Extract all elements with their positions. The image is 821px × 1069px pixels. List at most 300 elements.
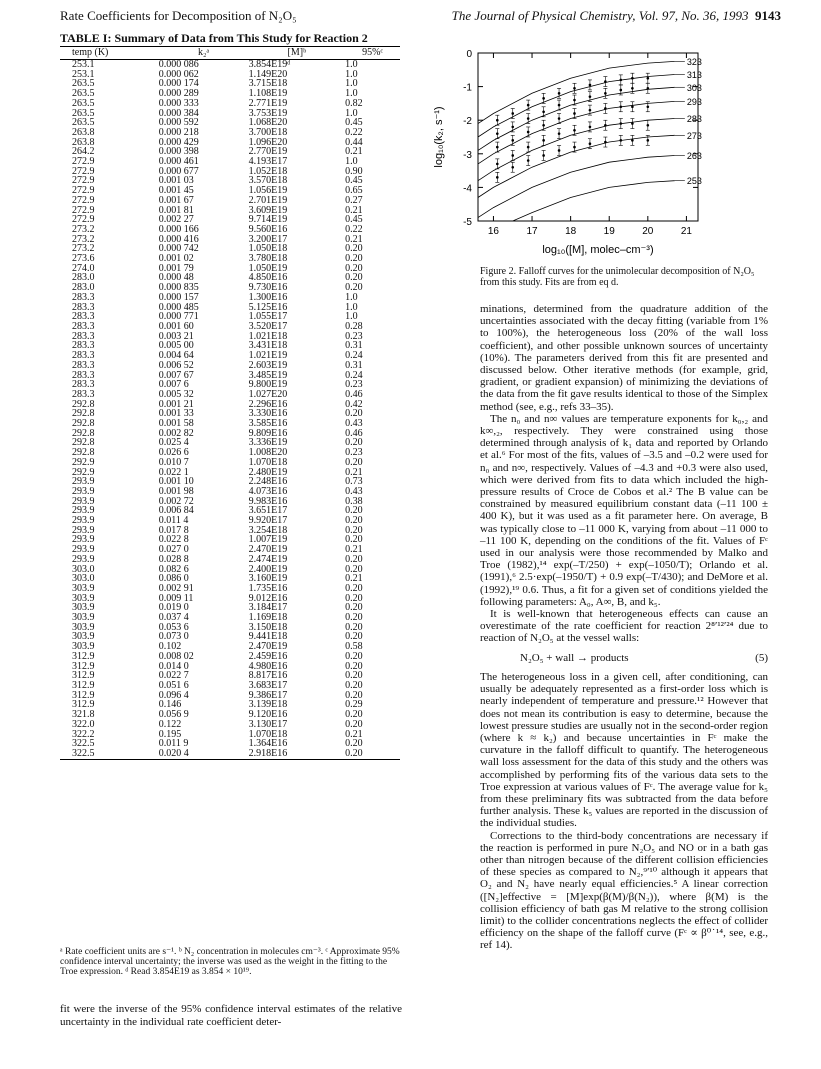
cell-confidence: 0.20 xyxy=(345,670,363,682)
cell-k2: 0.025 4 xyxy=(158,437,189,449)
cell-m: 1.364E16 xyxy=(248,738,288,750)
cell-confidence: 0.20 xyxy=(345,505,363,517)
data-point xyxy=(496,132,499,135)
cell-confidence: 0.65 xyxy=(345,185,363,197)
curve-label: 323 xyxy=(686,56,702,67)
cell-confidence: 0.29 xyxy=(345,699,363,711)
cell-confidence: 0.45 xyxy=(345,117,363,129)
cell-m: 1.050E18 xyxy=(248,243,288,255)
data-point xyxy=(647,105,650,108)
cell-m: 1.056E19 xyxy=(248,185,288,197)
cell-m: 1.021E19 xyxy=(248,350,288,362)
cell-m: 3.520E17 xyxy=(248,320,288,332)
cell-k2: 0.011 9 xyxy=(158,738,189,750)
cell-m: 1.050E19 xyxy=(248,262,288,274)
cell-m: 3.585E16 xyxy=(248,418,288,430)
data-point xyxy=(589,109,592,112)
x-tick-label: 19 xyxy=(603,226,615,237)
table-footnotes: ᵃ Rate coefficient units are s⁻¹. ᵇ N₂ concentration in molecules cm⁻³. ᶜ Approximate 95% confidence interval uncertainty; the inverse was used as the weight in the fitting to the Troe expression. ᵈ Read 3.854E19 as 3.854 × 10¹⁹. xyxy=(60,947,400,977)
cell-k2: 0.000 48 xyxy=(158,272,194,284)
cell-temp: 283.3 xyxy=(72,311,95,323)
cell-temp: 263.5 xyxy=(72,78,95,90)
cell-confidence: 0.20 xyxy=(345,718,363,730)
cell-confidence: 0.21 xyxy=(345,146,363,158)
cell-confidence: 0.31 xyxy=(345,340,363,352)
cell-temp: 283.3 xyxy=(72,291,95,303)
x-tick-label: 21 xyxy=(680,226,692,237)
cell-temp: 273.2 xyxy=(72,233,95,245)
cell-temp: 312.9 xyxy=(72,699,95,711)
cell-m: 1.027E20 xyxy=(248,388,288,400)
paragraph: It is well-known that heterogeneous effects can cause an overestimate of the rate coefficient for reaction 2⁸ʹ¹²ʹ²⁴ due to reaction of N₂O₅ at the vessel walls: xyxy=(480,608,768,645)
cell-temp: 292.9 xyxy=(72,466,95,478)
cell-confidence: 0.20 xyxy=(345,456,363,468)
data-point xyxy=(542,97,545,100)
cell-k2: 0.000 384 xyxy=(158,107,199,119)
cell-k2: 0.000 157 xyxy=(158,291,199,303)
cell-k2: 0.006 52 xyxy=(158,359,194,371)
data-point xyxy=(647,87,650,90)
data-point xyxy=(589,95,592,98)
cell-confidence: 0.21 xyxy=(345,233,363,245)
cell-k2: 0.027 0 xyxy=(158,544,189,556)
data-point xyxy=(604,80,607,83)
cell-temp: 312.9 xyxy=(72,689,95,701)
cell-m: 3.184E17 xyxy=(248,602,288,614)
cell-k2: 0.002 72 xyxy=(158,495,194,507)
cell-k2: 0.086 0 xyxy=(158,573,189,585)
data-point xyxy=(647,124,650,127)
data-point xyxy=(558,149,561,152)
cell-m: 2.296E16 xyxy=(248,398,288,410)
data-point xyxy=(573,129,576,132)
col-m: [M]ᵇ xyxy=(249,47,346,60)
cell-temp: 293.9 xyxy=(72,485,95,497)
cell-k2: 0.001 60 xyxy=(158,320,194,332)
cell-k2: 0.022 1 xyxy=(158,466,189,478)
cell-confidence: 0.90 xyxy=(345,165,363,177)
cell-m: 4.850E16 xyxy=(248,272,288,284)
cell-k2: 0.000 416 xyxy=(158,233,199,245)
cell-temp: 303.0 xyxy=(72,573,95,585)
cell-temp: 283.3 xyxy=(72,379,95,391)
cell-confidence: 0.20 xyxy=(345,243,363,255)
cell-confidence: 0.22 xyxy=(345,223,363,235)
cell-confidence: 0.20 xyxy=(345,738,363,750)
cell-m: 3.139E18 xyxy=(248,699,288,711)
cell-temp: 292.8 xyxy=(72,408,95,420)
data-point xyxy=(573,112,576,115)
data-point xyxy=(496,146,499,149)
cell-k2: 0.195 xyxy=(158,728,182,740)
curve-label: 313 xyxy=(686,70,702,81)
cell-m: 3.200E17 xyxy=(248,233,288,245)
cell-confidence: 0.20 xyxy=(345,553,363,565)
cell-k2: 0.001 03 xyxy=(158,175,194,187)
data-point xyxy=(589,84,592,87)
cell-k2: 0.146 xyxy=(158,699,182,711)
cell-temp: 293.9 xyxy=(72,505,95,517)
cell-k2: 0.010 7 xyxy=(158,456,189,468)
cell-k2: 0.000 677 xyxy=(158,165,199,177)
cell-confidence: 0.20 xyxy=(345,253,363,265)
data-point xyxy=(589,126,592,129)
cell-temp: 322.0 xyxy=(72,718,95,730)
data-point xyxy=(620,122,623,125)
paragraph: minations, determined from the quadrature addition of the uncertainties associated with the decay fitting (variable from 1% to 100%), the heterogeneous loss (20% of the wall loss coefficient), and other possible unknown sources of uncertainty (10%). The parameters derived from this fit are presented and discussed below. Other iterative methods (for example, grid, gradient, or gradient expansion) of minimizing the deviations of the data from the fit gave results identical to those of the Simplex method (see, e.g., refs 33–35). xyxy=(480,303,768,413)
cell-confidence: 0.20 xyxy=(345,749,400,759)
cell-m: 9.386E17 xyxy=(248,689,288,701)
cell-confidence: 0.20 xyxy=(345,689,363,701)
y-axis-label: log₁₀(k₂, s⁻¹) xyxy=(433,106,445,168)
cell-temp: 303.9 xyxy=(72,612,95,624)
cell-m: 1.096E20 xyxy=(248,136,288,148)
curve-label: 283 xyxy=(686,114,702,125)
data-point xyxy=(542,111,545,114)
cell-m: 1.007E19 xyxy=(248,534,288,546)
y-tick-label: -1 xyxy=(463,82,472,94)
cell-temp: 283.3 xyxy=(72,340,95,352)
cell-m: 2.771E19 xyxy=(248,97,288,109)
cell-temp: 312.9 xyxy=(72,650,95,662)
cell-temp: 253.1 xyxy=(72,68,95,80)
cell-k2: 0.003 21 xyxy=(158,330,194,342)
cell-k2: 0.000 592 xyxy=(158,117,199,129)
cell-temp: 272.9 xyxy=(72,185,95,197)
cell-temp: 322.5 xyxy=(60,749,159,759)
cell-confidence: 0.20 xyxy=(345,524,363,536)
cell-temp: 283.3 xyxy=(72,359,95,371)
cell-k2: 0.000 086 xyxy=(158,59,199,70)
cell-k2: 0.000 333 xyxy=(158,97,199,109)
cell-k2: 0.022 8 xyxy=(158,534,189,546)
cell-m: 9.983E16 xyxy=(248,495,288,507)
cell-k2: 0.022 7 xyxy=(158,670,189,682)
cell-confidence: 1.0 xyxy=(345,78,358,90)
cell-k2: 0.000 485 xyxy=(158,301,199,313)
cell-m: 3.753E19 xyxy=(248,107,288,119)
cell-k2: 0.011 4 xyxy=(158,515,189,527)
cell-confidence: 0.20 xyxy=(345,709,363,721)
cell-confidence: 1.0 xyxy=(345,156,358,168)
data-point xyxy=(604,92,607,95)
curve-label: 253 xyxy=(686,176,702,187)
cell-confidence: 0.21 xyxy=(345,466,363,478)
cell-k2: 0.051 6 xyxy=(158,680,189,691)
cell-k2: 0.056 9 xyxy=(158,709,189,721)
cell-m: 1.735E16 xyxy=(248,582,288,594)
data-point xyxy=(511,139,514,142)
cell-k2: 0.002 82 xyxy=(158,427,194,439)
cell-confidence: 0.20 xyxy=(345,437,363,449)
cell-k2: 0.026 6 xyxy=(158,447,189,459)
cell-temp: 273.2 xyxy=(72,223,95,235)
cell-temp: 292.8 xyxy=(72,427,95,439)
falloff-curve xyxy=(478,135,675,197)
data-point xyxy=(631,122,634,125)
cell-confidence: 0.45 xyxy=(345,175,363,187)
falloff-curve xyxy=(478,119,675,181)
cell-m: 3.609E19 xyxy=(248,204,288,216)
cell-temp: 263.5 xyxy=(72,107,95,119)
table-header-row xyxy=(60,47,400,60)
cell-k2: 0.007 67 xyxy=(158,369,194,381)
col-k2: k₂ᵃ xyxy=(159,47,249,60)
cell-k2: 0.000 289 xyxy=(158,88,199,100)
cell-confidence: 1.0 xyxy=(345,301,358,313)
data-point xyxy=(496,119,499,122)
col-temp: temp (K) xyxy=(60,47,159,60)
cell-temp: 292.9 xyxy=(72,456,95,468)
x-tick-label: 17 xyxy=(526,226,538,237)
cell-k2: 0.053 6 xyxy=(158,621,189,633)
journal-header xyxy=(452,8,781,24)
data-point xyxy=(604,124,607,127)
cell-confidence: 0.28 xyxy=(345,320,363,332)
cell-confidence: 0.22 xyxy=(345,126,363,138)
cell-temp: 263.5 xyxy=(72,88,95,100)
cell-confidence: 1.0 xyxy=(345,107,358,119)
data-point xyxy=(558,132,561,135)
cell-temp: 272.9 xyxy=(72,156,95,168)
page-number: 9143 xyxy=(755,8,781,23)
curve-label: 303 xyxy=(686,82,702,93)
cell-temp: 312.9 xyxy=(72,670,95,682)
cell-confidence: 0.73 xyxy=(345,476,363,488)
cell-k2: 0.001 02 xyxy=(158,253,194,265)
data-point xyxy=(511,112,514,115)
cell-confidence: 0.21 xyxy=(345,728,363,740)
cell-temp: 293.9 xyxy=(72,515,95,527)
cell-confidence: 0.20 xyxy=(345,602,363,614)
cell-temp: 283.3 xyxy=(72,320,95,332)
cell-confidence: 0.23 xyxy=(345,447,363,459)
cell-m: 3.570E18 xyxy=(248,175,288,187)
cell-temp: 283.0 xyxy=(72,282,95,294)
cell-confidence: 0.23 xyxy=(345,379,363,391)
cell-temp: 274.0 xyxy=(72,262,95,274)
cell-confidence: 0.20 xyxy=(345,592,363,604)
data-table xyxy=(60,46,400,760)
cell-k2: 0.000 166 xyxy=(158,223,199,235)
running-head: Rate Coefficients for Decomposition of N₂O₅ xyxy=(60,8,297,23)
cell-temp: 263.8 xyxy=(72,126,95,138)
cell-m: 3.330E16 xyxy=(248,408,288,420)
cell-confidence: 0.42 xyxy=(345,398,363,410)
cell-confidence: 0.20 xyxy=(345,631,363,643)
cell-k2: 0.014 0 xyxy=(158,660,189,672)
cell-confidence: 1.0 xyxy=(345,59,358,70)
cell-k2: 0.000 174 xyxy=(158,78,199,90)
cell-m: 2.480E19 xyxy=(248,466,288,478)
cell-k2: 0.001 58 xyxy=(158,418,194,430)
cell-m: 3.150E18 xyxy=(248,621,288,633)
data-point xyxy=(647,77,650,80)
cell-k2: 0.004 64 xyxy=(158,350,194,362)
data-point xyxy=(496,163,499,166)
cell-k2: 0.007 6 xyxy=(158,379,189,391)
cell-k2: 0.001 98 xyxy=(158,485,194,497)
cell-m: 1.008E20 xyxy=(248,447,288,459)
curve-label: 263 xyxy=(686,150,702,161)
cell-m: 2.248E16 xyxy=(248,476,288,488)
cell-confidence: 0.20 xyxy=(345,515,363,527)
data-point xyxy=(527,104,530,107)
data-point xyxy=(620,79,623,82)
cell-temp: 273.6 xyxy=(72,253,95,265)
data-point xyxy=(511,154,514,157)
cell-k2: 0.019 0 xyxy=(158,602,189,614)
cell-m: 3.160E19 xyxy=(248,573,288,585)
cell-k2: 0.000 771 xyxy=(158,311,199,323)
cell-k2: 0.102 xyxy=(158,641,182,653)
cell-m: 3.683E17 xyxy=(248,680,288,691)
data-point xyxy=(496,176,499,179)
cell-confidence: 0.38 xyxy=(345,495,363,507)
cell-m: 3.854E19ᵈ xyxy=(248,59,291,70)
falloff-curve xyxy=(478,156,675,218)
cell-m: 1.052E18 xyxy=(248,165,288,177)
data-point xyxy=(542,139,545,142)
cell-m: 5.125E16 xyxy=(248,301,288,313)
cell-m: 3.485E19 xyxy=(248,369,288,381)
cell-temp: 312.9 xyxy=(72,660,95,672)
cell-temp: 283.3 xyxy=(72,388,95,400)
cell-k2: 0.008 02 xyxy=(158,650,194,662)
cell-m: 1.068E20 xyxy=(248,117,288,129)
cell-k2: 0.005 00 xyxy=(158,340,194,352)
data-point xyxy=(647,139,650,142)
cell-m: 3.130E17 xyxy=(248,718,288,730)
cell-temp: 283.0 xyxy=(72,272,95,284)
cell-m: 2.701E19 xyxy=(248,194,288,206)
cell-temp: 293.9 xyxy=(72,544,95,556)
cell-confidence: 0.27 xyxy=(345,194,363,206)
cell-confidence: 0.58 xyxy=(345,641,363,653)
cell-confidence: 0.20 xyxy=(345,621,363,633)
cell-temp: 272.9 xyxy=(72,204,95,216)
cell-k2: 0.073 0 xyxy=(158,631,189,643)
data-point xyxy=(558,104,561,107)
cell-m: 1.108E19 xyxy=(248,88,288,100)
cell-temp: 312.9 xyxy=(72,680,95,691)
cell-confidence: 1.0 xyxy=(345,311,358,323)
cell-confidence: 1.0 xyxy=(345,68,358,80)
cell-temp: 292.8 xyxy=(72,447,95,459)
figure-caption: Figure 2. Falloff curves for the unimolecular decomposition of N₂O₅ from this study. Fits are from eq d. xyxy=(480,266,755,288)
cell-confidence: 0.20 xyxy=(345,282,363,294)
cell-m: 1.021E18 xyxy=(248,330,288,342)
cell-k2: 0.000 218 xyxy=(158,126,199,138)
cell-m: 9.441E18 xyxy=(248,631,288,643)
data-point xyxy=(527,159,530,162)
cell-temp: 292.8 xyxy=(72,437,95,449)
cell-k2: 0.001 67 xyxy=(158,194,194,206)
cell-temp: 322.2 xyxy=(72,728,95,740)
curve-label: 273 xyxy=(686,130,702,141)
cell-confidence: 0.20 xyxy=(345,582,363,594)
cell-temp: 321.8 xyxy=(72,709,95,721)
cell-k2: 0.000 742 xyxy=(158,243,199,255)
cell-temp: 293.9 xyxy=(72,534,95,546)
paragraph: The n₀ and n∞ values are temperature exponents for k₀,₂ and k∞,₂, respectively. They were constrained using those determined through analysis of k₁ data and reported by Orlando et al.⁶ For most of the fits, values of –3.5 and –0.2 were used for n₀ and n∞, respectively. Values of –4.3 and +0.3 were also used, which were derived from fits to data which included the high-pressure results of Croce de Cobos et al.² The B value can be constrained by measured equilibrium constant data (–11 100 ± 400 K), but it was used as a fit parameter here. On average, B was typically close to –11 000 K, varying from about –11 000 to –11 100 K, depending on the conditions of the fit. Values of Fᶜ used in our analysis were those recommended by Malko and Troe (1982),¹⁴ exp(–T/250) + exp(–1050/T); Orlando et al. (1991),⁶ 2.5·exp(–1950/T) + 0.9 exp(–T/430); and DeMore et al. (1992),¹⁹ 0.6. Thus, a fit for a given set of conditions yielded the following parameters: A₀, A∞, B, and k₅. xyxy=(480,412,768,608)
cell-temp: 303.0 xyxy=(72,563,95,575)
cell-confidence: 0.23 xyxy=(345,330,363,342)
data-point xyxy=(631,105,634,108)
data-point xyxy=(558,92,561,95)
data-point xyxy=(527,131,530,134)
cell-confidence: 0.20 xyxy=(345,408,363,420)
cell-confidence: 0.24 xyxy=(345,350,363,362)
cell-temp: 293.9 xyxy=(72,524,95,536)
data-point xyxy=(589,142,592,145)
cell-k2: 0.001 33 xyxy=(158,408,194,420)
data-point xyxy=(604,141,607,144)
cell-confidence: 0.20 xyxy=(345,563,363,575)
cell-k2: 0.002 91 xyxy=(158,582,194,594)
table-caption: TABLE I: Summary of Data from This Study for Reaction 2 xyxy=(60,31,368,45)
cell-confidence: 0.82 xyxy=(345,97,363,109)
cell-k2: 0.001 21 xyxy=(158,398,194,410)
y-tick-label: -4 xyxy=(463,183,472,195)
paragraph: The heterogeneous loss in a given cell, after conditioning, can usually be adequately represented as a first-order loss which is nearly independent of temperature and pressure.¹² However that does not mean its contribution is easy to determine, because the lowest pressure studies are usually not in the second-order region (where k ≈ k₂) and because uncertainties in Fᶜ make the curvature in the falloff difficult to quantify. The heterogeneous wall loss assessment for the data of this study and the others was accomplished by performing fits of the various data sets to the Troe expression at various values of Fᶜ. The average value for k₅ from these preliminary fits was subtracted from the data before further analysis. These k₅ values are reported in the discussion of the individual studies. xyxy=(480,670,768,830)
cell-confidence: 0.20 xyxy=(345,650,363,662)
cell-m: 4.193E17 xyxy=(248,156,288,168)
cell-m: 3.780E18 xyxy=(248,253,288,265)
cell-k2: 0.005 32 xyxy=(158,388,194,400)
cell-m: 2.400E19 xyxy=(248,563,288,575)
cell-k2: 0.001 79 xyxy=(158,262,194,274)
equation xyxy=(520,652,768,664)
cell-m: 9.120E16 xyxy=(248,709,288,721)
data-point xyxy=(631,87,634,90)
cell-m: 3.651E17 xyxy=(248,505,288,517)
cell-temp: 272.9 xyxy=(72,165,95,177)
data-point xyxy=(573,99,576,102)
cell-confidence: 0.20 xyxy=(345,680,363,691)
col-confidence: 95%ᶜ xyxy=(345,47,400,60)
data-point xyxy=(604,107,607,110)
cell-temp: 283.3 xyxy=(72,301,95,313)
cell-m: 2.603E19 xyxy=(248,359,288,371)
x-tick-label: 16 xyxy=(487,226,500,237)
cell-temp: 253.1 xyxy=(72,59,95,70)
left-column-text: fit were the inverse of the 95% confidence interval estimates of the relative uncertainty in the individual rate coefficient deter- xyxy=(60,1003,402,1028)
cell-confidence: 0.46 xyxy=(345,427,363,439)
data-point xyxy=(631,139,634,142)
cell-m: 3.254E18 xyxy=(248,524,288,536)
data-point xyxy=(511,126,514,129)
cell-m: 2.470E19 xyxy=(248,641,288,653)
data-point xyxy=(573,87,576,90)
cell-temp: 283.3 xyxy=(72,350,95,362)
cell-m: 2.770E19 xyxy=(248,146,288,158)
cell-temp: 264.2 xyxy=(72,146,95,158)
cell-temp: 263.8 xyxy=(72,136,95,148)
cell-confidence: 0.31 xyxy=(345,359,363,371)
cell-k2: 0.000 835 xyxy=(158,282,199,294)
data-point xyxy=(620,89,623,92)
cell-m: 2.459E16 xyxy=(248,650,288,662)
cell-m: 9.920E17 xyxy=(248,515,288,527)
cell-temp: 303.9 xyxy=(72,631,95,643)
cell-m: 2.474E19 xyxy=(248,553,288,565)
cell-temp: 303.9 xyxy=(72,641,95,653)
cell-temp: 303.9 xyxy=(72,592,95,604)
data-point xyxy=(573,146,576,149)
cell-k2: 0.001 45 xyxy=(158,185,194,197)
cell-k2: 0.096 4 xyxy=(158,689,189,701)
